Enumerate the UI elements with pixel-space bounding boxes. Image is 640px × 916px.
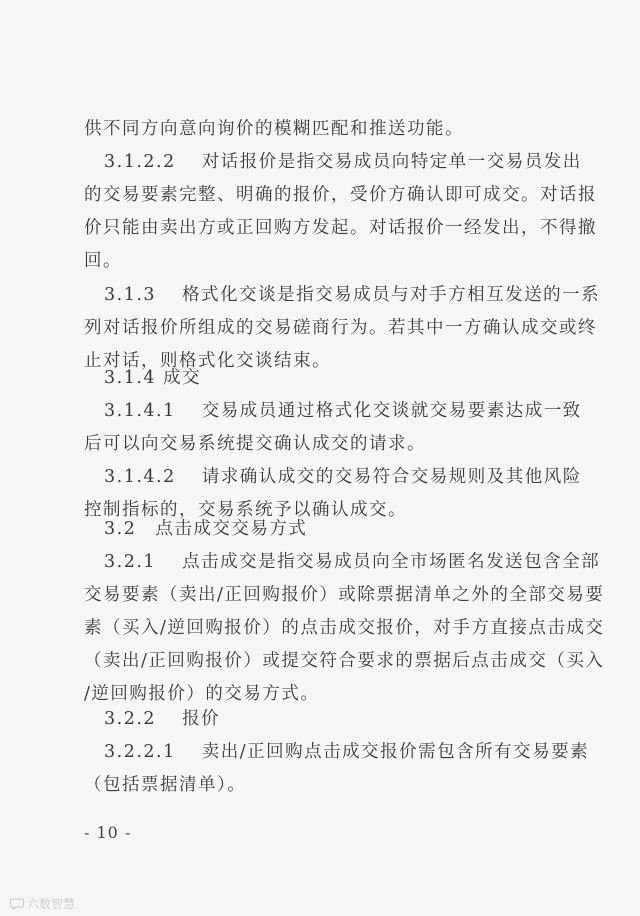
watermark-text: 六数智慧 xyxy=(27,897,76,911)
text-line: 回。 xyxy=(84,251,122,271)
text-line: （包括票据清单）。 xyxy=(84,775,247,795)
text-line: 3.1.4.2 请求确认成交的交易符合交易规则及其他风险 xyxy=(104,467,582,487)
text-line: 后可以向交易系统提交确认成交的请求。 xyxy=(84,434,426,454)
text-line: 的交易要素完整、明确的报价，受价方确认即可成交。对话报 xyxy=(84,185,597,205)
page-number: - 10 - xyxy=(84,823,132,842)
text-line: 列对话报价所组成的交易磋商行为。若其中一方确认成交或终 xyxy=(84,318,597,338)
speech-bubble-icon xyxy=(10,898,24,910)
text-line: 交易要素（卖出/正回购报价）或除票据清单之外的全部交易要 xyxy=(84,585,605,605)
watermark xyxy=(10,895,75,912)
text-line: 价只能由卖出方或正回购方发起。对话报价一经发出，不得撤 xyxy=(84,218,597,238)
text-line: 3.2.1 点击成交是指交易成员向全市场匿名发送包含全部 xyxy=(104,552,601,572)
text-line: （卖出/正回购报价）或提交符合要求的票据后点击成交（买入 xyxy=(84,651,605,671)
text-line: 3.1.2.2 对话报价是指交易成员向特定单一交易员发出 xyxy=(104,152,582,172)
text-line: 3.1.4.1 交易成员通过格式化交谈就交易要素达成一致 xyxy=(104,401,582,421)
text-line: 供不同方向意向询价的模糊匹配和推送功能。 xyxy=(84,119,464,139)
paragraph-3-2-2-1 xyxy=(84,736,590,802)
heading-3-2-2 xyxy=(84,703,574,736)
paragraph-3-1-2-2 xyxy=(84,146,597,278)
section-heading: 3.2.2 报价 xyxy=(104,709,221,729)
section-heading: 3.1.4 成交 xyxy=(104,368,202,388)
text-line: 3.2.2.1 卖出/正回购点击成交报价需包含所有交易要素 xyxy=(104,742,590,762)
paragraph-1 xyxy=(84,113,574,146)
heading-3-1-4 xyxy=(84,362,574,395)
heading-3-2 xyxy=(84,513,574,546)
paragraph-3-1-4-1 xyxy=(84,395,582,461)
text-line: 3.1.3 格式化交谈是指交易成员与对手方相互发送的一系 xyxy=(104,285,601,305)
text-line: /逆回购报价）的交易方式。 xyxy=(84,684,320,704)
text-line: 素（买入/逆回购报价）的点击成交报价，对手方直接点击成交 xyxy=(84,618,605,638)
section-heading: 3.2 点击成交交易方式 xyxy=(104,519,308,539)
text-line: 止对话，则格式化交谈结束。 xyxy=(84,351,331,371)
text-line: 控制指标的，交易系统予以确认成交。 xyxy=(84,500,407,520)
paragraph-3-2-1 xyxy=(84,546,605,711)
